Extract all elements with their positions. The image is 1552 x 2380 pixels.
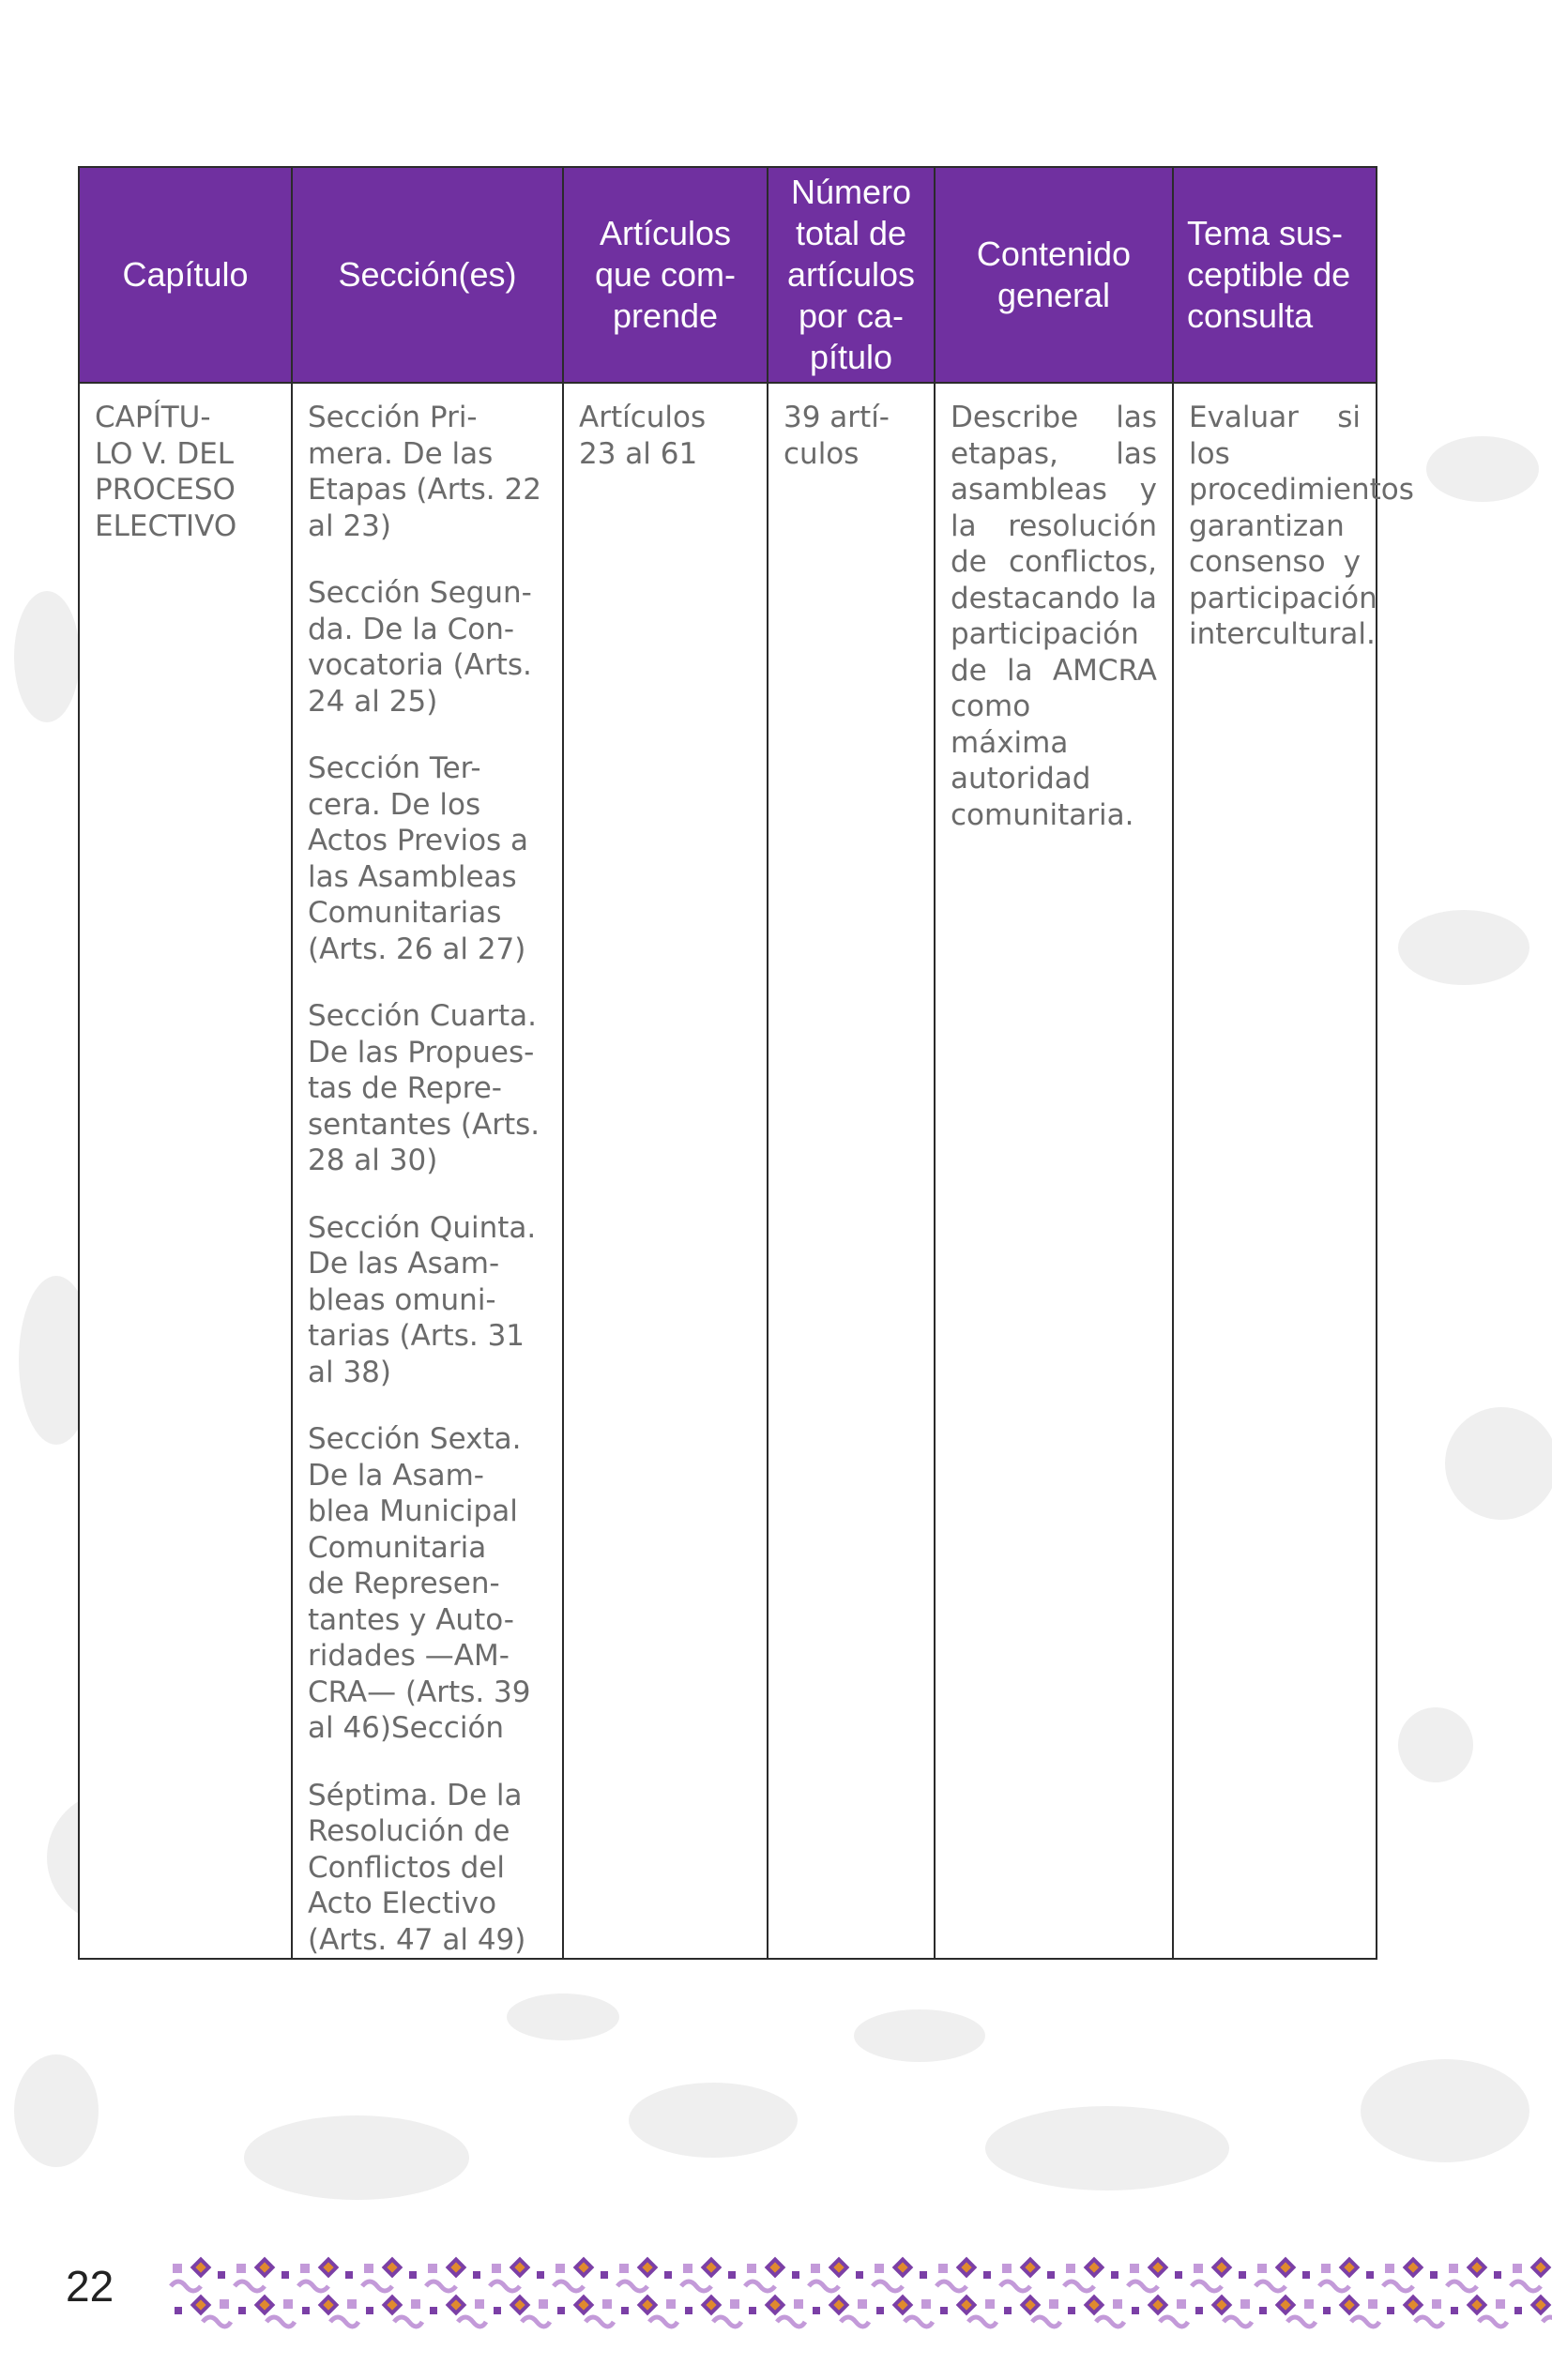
header-tema-consulta: Tema sus- ceptible de consulta bbox=[1173, 167, 1377, 383]
header-secciones: Sección(es) bbox=[292, 167, 563, 383]
section-item: Séptima. De la Resolución de Conflictos del Acto Electivo (Arts. 47 al 49) bbox=[308, 1778, 526, 1957]
page-number: 22 bbox=[66, 2262, 114, 2311]
table-row bbox=[79, 383, 1377, 1959]
section-item: Sección Quinta. De las Asam- bleas omuni- tarias (Arts. 31 al 38) bbox=[308, 1210, 537, 1389]
cell-total-articles: 39 artí- culos bbox=[768, 383, 935, 1959]
cell-general-content: Describe las etapas, las asambleas y la resolución de conflictos, destacando la participación de la AMCRA como máxima autoridad comunitaria. bbox=[935, 383, 1173, 1959]
cell-sections bbox=[292, 383, 563, 1959]
articles-table bbox=[78, 166, 1414, 1960]
section-item: Sección Sexta. De la Asam- blea Municipal Comunitaria de Represen- tantes y Auto- ridades —AM- CRA— (Arts. 39 al 46)Sección bbox=[308, 1422, 531, 1745]
cell-chapter: CAPÍTU- LO V. DEL PROCESO ELECTIVO bbox=[79, 383, 292, 1959]
table-header-row bbox=[79, 167, 1377, 383]
cell-articles: Artículos 23 al 61 bbox=[563, 383, 768, 1959]
header-numero-total-articulos: Número total de artículos por ca- pítulo bbox=[768, 167, 935, 383]
cell-consultation-topic: Evaluar si los procedimientos garantizan consenso y participación intercultural. bbox=[1173, 383, 1377, 1959]
header-articulos-comprende: Artículos que com- prende bbox=[563, 167, 768, 383]
section-item: Sección Ter- cera. De los Actos Previos a las Asambleas Comunitarias (Arts. 26 al 27) bbox=[308, 751, 529, 966]
header-contenido-general: Contenido general bbox=[935, 167, 1173, 383]
header-capitulo: Capítulo bbox=[79, 167, 292, 383]
embroidery-border bbox=[169, 2256, 1552, 2331]
section-item: Sección Pri- mera. De las Etapas (Arts. 22 al 23) bbox=[308, 401, 541, 543]
section-item: Sección Segun- da. De la Con- vocatoria (Arts. 24 al 25) bbox=[308, 576, 532, 719]
section-item: Sección Cuarta. De las Propues- tas de Repre- sentantes (Arts. 28 al 30) bbox=[308, 999, 540, 1177]
